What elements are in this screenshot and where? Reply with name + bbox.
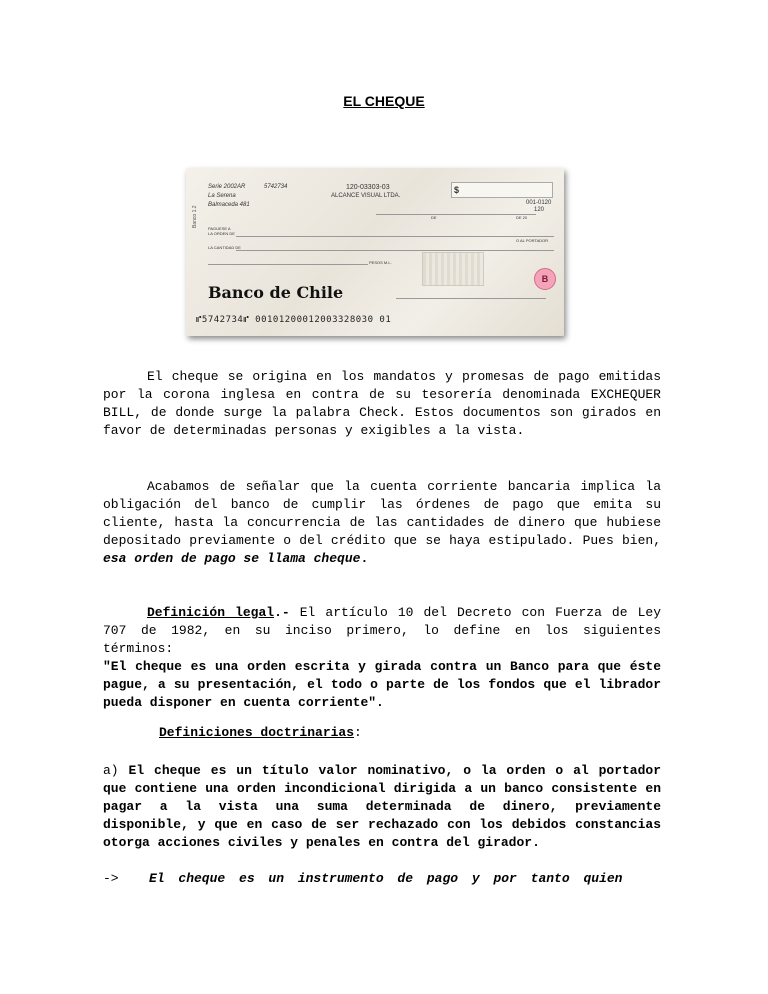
cheque-cantidad: LA CANTIDAD DE bbox=[208, 245, 241, 250]
paragraph-arrow bbox=[103, 870, 661, 888]
cheque-side-text: Banco 1.2 bbox=[192, 205, 198, 228]
bank-building-watermark bbox=[422, 252, 484, 286]
cheque-serie-number: 5742734 bbox=[264, 184, 288, 190]
paragraph-account-emphasis: esa orden de pago se llama cheque bbox=[103, 551, 361, 566]
legal-definition-label: Definición legal bbox=[147, 605, 275, 620]
cheque-serie: Serie 2002AR bbox=[208, 184, 246, 190]
cheque-address: Balmaceda 481 bbox=[208, 202, 250, 208]
legal-definition-quote: "El cheque es una orden escrita y girada contra un Banco para que éste pague, a su presentación, el todo o parte de los fondos que el librador pueda disponer en cuenta corriente". bbox=[103, 659, 661, 710]
paragraph-origin bbox=[103, 368, 661, 440]
cheque-orden: LA ORDEN DE bbox=[208, 231, 235, 236]
page-title: EL CHEQUE bbox=[343, 93, 425, 109]
cheque-branch2: 120 bbox=[534, 207, 545, 213]
paragraph-account: Acabamos de señalar que la cuenta corriente bancaria implica la obligación del banco de cumplir las órdenes de pago que emita su cliente, hasta la concurrencia de las cantidades de dinero que hubiese depositado previamente o del crédito que se haya estipulado. Pues bien, esa orden de pago se llama cheque. bbox=[103, 479, 661, 566]
cheque-amount-box bbox=[451, 182, 553, 198]
cheque-micr-line: ⑈5742734⑈ 00101200012003328030 01 bbox=[196, 315, 392, 325]
cheque-dollar-sign: $ bbox=[454, 185, 460, 195]
cheque-code: 120-03303-03 bbox=[346, 184, 390, 191]
bank-stamp: B bbox=[534, 268, 556, 290]
legal-definition-text: El artículo 10 del Decreto con Fuerza de Ley 707 de 1982, en su inciso primero, lo define en los siguientes términos: bbox=[103, 605, 661, 656]
doctrinal-definitions-label: Definiciones doctrinarias bbox=[159, 725, 355, 740]
cheque-de: DE bbox=[431, 215, 437, 220]
arrow-text: El cheque es un instrumento de pago y por tanto quien bbox=[149, 871, 623, 886]
paragraph-definition-a bbox=[103, 762, 661, 852]
cheque-paguese: PAGUESE A bbox=[208, 226, 231, 231]
heading-doctrinal-definitions: Definiciones doctrinarias: bbox=[159, 725, 362, 740]
definition-a-prefix: a) bbox=[103, 763, 129, 778]
paragraph-account-text: Acabamos de señalar que la cuenta corriente bancaria implica la obligación del banco de cumplir las órdenes de pago que emita su cliente, hasta la concurrencia de las cantidades de dinero que hubiese depositado previamente o del crédito que se haya estipulado. Pues bien, bbox=[103, 479, 661, 548]
arrow-marker: -> bbox=[103, 871, 119, 886]
cheque-branch: 001-0120 bbox=[526, 200, 552, 206]
cheque-pesos: PESOS M.L. bbox=[369, 260, 392, 265]
cheque-company: ALCANCE VISUAL LTDA. bbox=[331, 193, 401, 199]
cheque-image bbox=[186, 168, 564, 336]
cheque-bank-name: Banco de Chile bbox=[208, 283, 344, 302]
cheque-de2: DE 20 bbox=[516, 215, 528, 220]
cheque-portador: O AL PORTADOR bbox=[516, 238, 549, 243]
paragraph-origin-text: El cheque se origina en los mandatos y promesas de pago emitidas por la corona inglesa en contra de su tesorería denominada EXCHEQUER BILL, de donde surge la palabra Check. Estos documentos son girados en favor de determinadas personas y exigibles a la vista. bbox=[103, 369, 661, 438]
definition-a-text: El cheque es un título valor nominativo, o la orden o al portador que contiene una orden incondicional dirigida a un banco consistente en pagar a la vista una suma determinada de dinero, previamente disponible, y que en caso de ser rechazado con los debidos constancias otorga acciones civiles y penales en contra del girador. bbox=[103, 763, 661, 850]
cheque-city: La Serena bbox=[208, 193, 236, 199]
paragraph-legal-definition: Definición legal.- El artículo 10 del Decreto con Fuerza de Ley 707 de 1982, en su inciso primero, lo define en los siguientes términos: "El cheque es una orden escrita y girada contra un Banco para que éste pague, a su presentación, el todo o parte de los fondos que el librador pueda disponer en cuenta corriente". bbox=[103, 605, 661, 710]
